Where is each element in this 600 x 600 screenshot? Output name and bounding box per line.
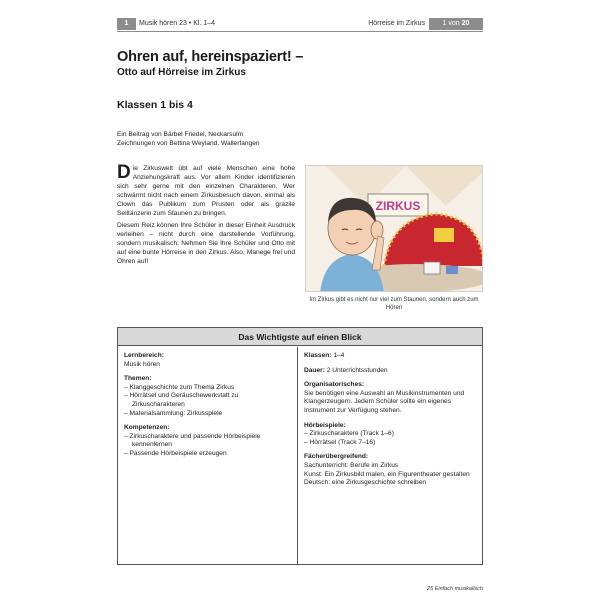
dauer-heading: Dauer: bbox=[304, 366, 325, 374]
illustration-caption: Im Zirkus gibt es nicht nur viel zum Staunen, sondern auch zum Hören bbox=[309, 297, 479, 311]
lernbereich-heading: Lernbereich: bbox=[124, 352, 164, 359]
hoerbeispiele-list bbox=[304, 430, 476, 447]
overview-right-column bbox=[298, 347, 482, 564]
page-badge: 1 bbox=[117, 18, 136, 30]
header-rule bbox=[117, 31, 483, 32]
zirkus-sign-text: ZIRKUS bbox=[375, 199, 421, 213]
page-counter bbox=[429, 18, 483, 30]
faecheruebergreifend-heading: Fächerübergreifend: bbox=[304, 453, 369, 461]
list-item: – Zirkuscharaktere (Track 1–6) bbox=[304, 430, 476, 439]
footer-source: 25 Einfach musikalisch bbox=[427, 586, 483, 592]
organisatorisches-heading: Organisatorisches: bbox=[304, 381, 365, 389]
themen-heading: Themen: bbox=[124, 375, 152, 383]
intro-paragraph-2: Diesem Reiz können Ihre Schüler in dieser Einheit Ausdruck verleihen – nicht durch eine darstellende Vorführung, sondern musikalisch. Nehmen Sie Ihre Schüler und Otto mit auf eine bunte Hörreise in den Zirkus. Also, Manege frei und Ohren auf! bbox=[117, 222, 295, 265]
klassen-value: 1–4 bbox=[333, 352, 345, 359]
intro-text bbox=[117, 164, 295, 269]
list-item: – Hörrätsel (Track 7–16) bbox=[304, 439, 476, 448]
kompetenzen-list bbox=[124, 433, 291, 459]
klassen-heading: Klassen: bbox=[304, 352, 332, 359]
kompetenzen-heading: Kompetenzen: bbox=[124, 424, 170, 432]
page-total: 20 bbox=[461, 20, 470, 27]
intro-paragraph-1 bbox=[117, 164, 295, 218]
grade-level: Klassen 1 bis 4 bbox=[117, 99, 193, 111]
faecheruebergreifend-section bbox=[304, 453, 476, 487]
illustrator-line: Zeichnungen von Bettina Weyland, Wallerfangen bbox=[117, 140, 260, 147]
overview-title: Das Wichtigste auf einen Blick bbox=[118, 328, 482, 346]
faecher-kunst: Kunst: Ein Zirkusbild malen, ein Figurentheater gestalten bbox=[304, 470, 470, 478]
faecher-deutsch: Deutsch: eine Zirkusgeschichte schreiben bbox=[304, 479, 427, 487]
organisatorisches-section bbox=[304, 381, 476, 415]
hoerbeispiele-heading: Hörbeispiele: bbox=[304, 421, 346, 429]
header-topic: Hörreise im Zirkus bbox=[368, 20, 425, 27]
kompetenzen-section bbox=[124, 424, 291, 458]
hoerbeispiele-section bbox=[304, 422, 476, 448]
list-item: – Klanggeschichte zum Thema Zirkus bbox=[124, 384, 291, 393]
dauer-value: 2 Unterrichtsstunden bbox=[326, 366, 388, 374]
lernbereich-section bbox=[124, 352, 291, 369]
intro-para1-text: ie Zirkuswelt übt auf viele Menschen eine hohe Anziehungskraft aus. Vor allem Kinder identifizieren sich sehr gerne mit den einzelnen Charakteren. Wer schwärmt nicht nach einem Zirkusbesuch davon, einmal als Clown das Publikum zum Prusten oder als grazile Seiltänzerin zum Staunen zu bringen. bbox=[117, 165, 295, 217]
list-item: – Passende Hörbeispiele erzeugen bbox=[124, 450, 291, 459]
themen-list bbox=[124, 384, 291, 418]
author-line: Ein Beitrag von Bärbel Friedel, Neckarsulm bbox=[117, 131, 244, 138]
drop-cap: D bbox=[117, 162, 131, 183]
list-item: – Hörrätsel und Geräuschewerkstatt zu Zirkuscharakteren bbox=[124, 392, 291, 409]
faecher-sachunterricht: Sachunterricht: Berufe im Zirkus bbox=[304, 461, 399, 469]
page-prefix: 1 von bbox=[442, 20, 460, 27]
list-item: – Zirkuscharaktere und passende Hörbeispiele kennenlernen bbox=[124, 433, 291, 450]
author-credit bbox=[117, 130, 260, 148]
circus-illustration bbox=[305, 165, 483, 292]
themen-section bbox=[124, 375, 291, 418]
series-label: Musik hören 23 • Kl. 1–4 bbox=[139, 20, 215, 27]
overview-left-column bbox=[118, 347, 298, 564]
klassen-section bbox=[304, 352, 476, 361]
page-title: Ohren auf, hereinspaziert! – bbox=[117, 49, 304, 65]
list-item: – Materialsammlung: Zirkusspiele bbox=[124, 410, 291, 419]
organisatorisches-value: Sie benötigen eine Auswahl an Musikinstrumenten und Klangerzeugern. Jedem Schüler sollte ein eigenes Instrument zur Verfügung stehen. bbox=[304, 389, 465, 414]
running-header bbox=[117, 18, 483, 30]
page-subtitle: Otto auf Hörreise im Zirkus bbox=[117, 67, 246, 78]
dauer-section bbox=[304, 367, 476, 376]
lernbereich-value: Musik hören bbox=[124, 360, 160, 368]
circus-drawing bbox=[306, 166, 483, 292]
overview-box bbox=[117, 327, 483, 565]
